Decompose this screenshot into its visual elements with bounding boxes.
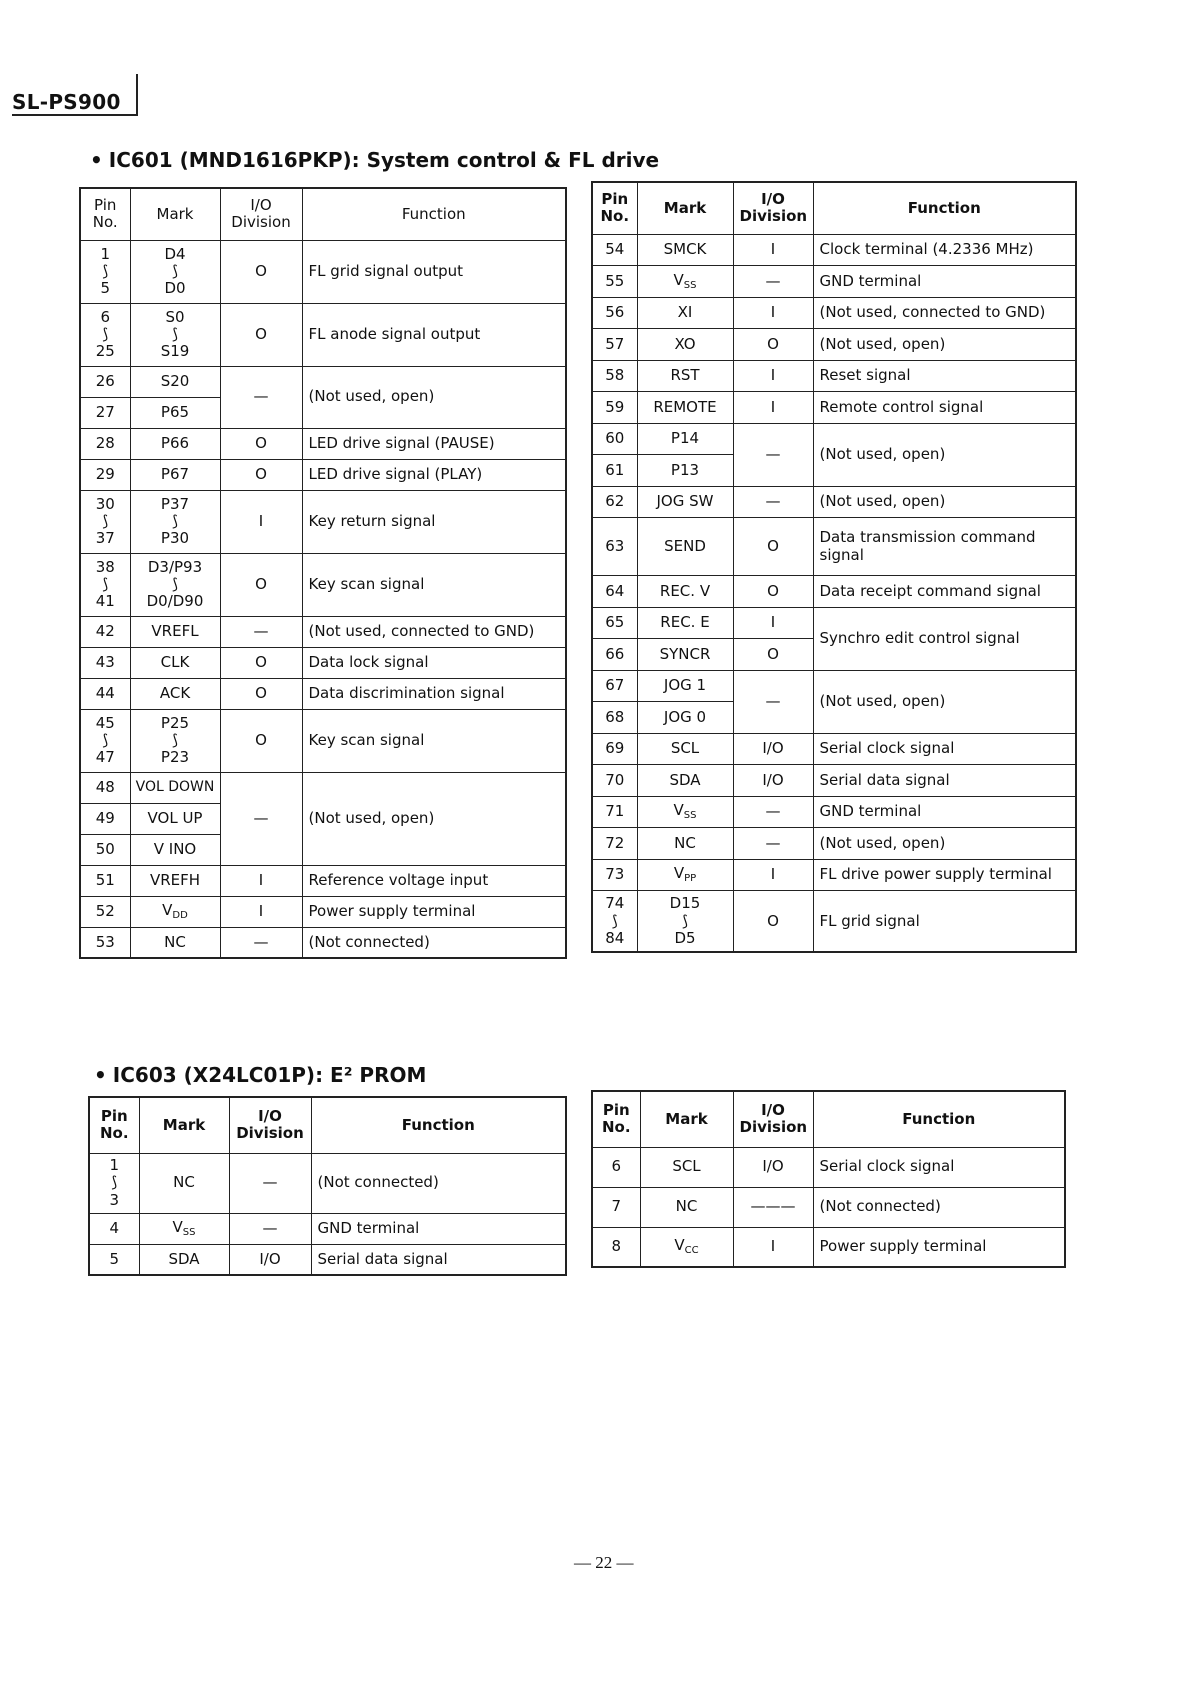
table-row xyxy=(592,576,1076,608)
io-cell: O xyxy=(220,459,302,490)
col-header-mark: Mark xyxy=(139,1097,229,1153)
table-row xyxy=(592,423,1076,455)
function-cell: FL grid signal xyxy=(813,891,1076,952)
pin-cell: 42 xyxy=(80,616,130,647)
table-row xyxy=(592,670,1076,702)
io-cell: O xyxy=(733,639,813,671)
mark-cell: $V_{SS}$ xyxy=(637,796,733,828)
mark-cell: VREFH xyxy=(130,865,220,896)
pin-cell: 52 xyxy=(80,896,130,927)
function-cell: GND terminal xyxy=(311,1213,566,1244)
col-header-mark: Mark xyxy=(637,182,733,234)
io-cell: I xyxy=(220,865,302,896)
mark-cell: NC xyxy=(640,1187,733,1227)
io-cell: — xyxy=(733,423,813,486)
mark-cell: NC xyxy=(130,927,220,958)
pin-cell: 63 xyxy=(592,518,637,576)
mark-cell: P66 xyxy=(130,428,220,459)
col-header-pin: Pin No. xyxy=(592,1091,640,1147)
io-cell: ——— xyxy=(733,1187,813,1227)
io-cell: I xyxy=(220,490,302,553)
page-number: — 22 — xyxy=(574,1553,634,1572)
function-cell: (Not used, connected to GND) xyxy=(302,616,566,647)
io-cell: — xyxy=(733,796,813,828)
table-row xyxy=(89,1244,566,1275)
pin-cell: 68 xyxy=(592,702,637,734)
mark-cell: S0 ⟆ S19 xyxy=(130,303,220,366)
table-row xyxy=(592,765,1076,797)
table-row xyxy=(80,865,566,896)
io-cell: — xyxy=(733,670,813,733)
col-header-io: I/O Division xyxy=(229,1097,311,1153)
table-row xyxy=(592,733,1076,765)
pin-cell: 73 xyxy=(592,859,637,891)
function-cell: Power supply terminal xyxy=(813,1227,1065,1267)
pin-cell: 6 ⟆ 25 xyxy=(80,303,130,366)
mark-cell: NC xyxy=(637,828,733,860)
mark-cell: SDA xyxy=(637,765,733,797)
table-row xyxy=(89,1213,566,1244)
mark-cell: D15 ⟆ D5 xyxy=(637,891,733,952)
function-cell: Data lock signal xyxy=(302,647,566,678)
mark-cell: SEND xyxy=(637,518,733,576)
mark-cell: REC. V xyxy=(637,576,733,608)
table-row xyxy=(592,486,1076,518)
function-cell: Data discrimination signal xyxy=(302,678,566,709)
ic601-table-left xyxy=(79,187,567,957)
function-cell: (Not used, open) xyxy=(813,670,1076,733)
pin-cell: 62 xyxy=(592,486,637,518)
function-cell: LED drive signal (PAUSE) xyxy=(302,428,566,459)
mark-cell: XI xyxy=(637,297,733,329)
mark-cell: XO xyxy=(637,329,733,361)
io-cell: — xyxy=(733,828,813,860)
pin-cell: 5 xyxy=(89,1244,139,1275)
function-cell: (Not connected) xyxy=(813,1187,1065,1227)
mark-cell: S20 xyxy=(130,366,220,397)
pin-cell: 65 xyxy=(592,607,637,639)
io-cell: — xyxy=(733,486,813,518)
io-cell: O xyxy=(220,428,302,459)
pin-cell: 27 xyxy=(80,397,130,428)
function-cell: Serial clock signal xyxy=(813,1147,1065,1187)
pin-cell: 69 xyxy=(592,733,637,765)
mark-cell: SMCK xyxy=(637,234,733,266)
table-row xyxy=(80,927,566,958)
table-row xyxy=(592,360,1076,392)
col-header-function: Function xyxy=(813,1091,1065,1147)
io-cell: O xyxy=(733,329,813,361)
io-cell: — xyxy=(220,366,302,428)
pin-cell: 74 ⟆ 84 xyxy=(592,891,637,952)
table-row xyxy=(80,896,566,927)
pin-cell: 55 xyxy=(592,266,637,298)
io-cell: I xyxy=(733,1227,813,1267)
mark-cell: VOL UP xyxy=(130,803,220,834)
pin-cell: 54 xyxy=(592,234,637,266)
table-row xyxy=(80,678,566,709)
function-cell: Reset signal xyxy=(813,360,1076,392)
pin-cell: 50 xyxy=(80,834,130,865)
mark-cell: RST xyxy=(637,360,733,392)
table-row xyxy=(80,616,566,647)
pin-cell: 58 xyxy=(592,360,637,392)
io-cell: O xyxy=(733,518,813,576)
function-cell: GND terminal xyxy=(813,796,1076,828)
pin-cell: 57 xyxy=(592,329,637,361)
mark-cell: SCL xyxy=(637,733,733,765)
mark-cell: $V_{CC}$ xyxy=(640,1227,733,1267)
mark-cell: ACK xyxy=(130,678,220,709)
pin-cell: 8 xyxy=(592,1227,640,1267)
mark-cell: JOG 0 xyxy=(637,702,733,734)
io-cell: — xyxy=(220,616,302,647)
function-cell: Serial clock signal xyxy=(813,733,1076,765)
io-cell: I xyxy=(733,297,813,329)
mark-cell: CLK xyxy=(130,647,220,678)
io-cell: O xyxy=(220,240,302,303)
ic601-section-title xyxy=(90,148,659,172)
pin-cell: 56 xyxy=(592,297,637,329)
mark-cell: P25 ⟆ P23 xyxy=(130,709,220,772)
table-row xyxy=(592,1227,1065,1267)
table-row xyxy=(80,709,566,772)
pin-cell: 45 ⟆ 47 xyxy=(80,709,130,772)
col-header-io: I/O Division xyxy=(220,188,302,240)
col-header-pin: Pin No. xyxy=(89,1097,139,1153)
ic601-title-text: IC601 (MND1616PKP): System control & FL drive xyxy=(108,148,660,172)
table-row xyxy=(592,796,1076,828)
ic603-table-right xyxy=(591,1090,1066,1268)
mark-cell: SCL xyxy=(640,1147,733,1187)
pin-cell: 38 ⟆ 41 xyxy=(80,553,130,616)
io-cell: I xyxy=(733,392,813,424)
io-cell: — xyxy=(733,266,813,298)
io-cell: I/O xyxy=(733,765,813,797)
table-row xyxy=(80,459,566,490)
pin-cell: 1 ⟆ 3 xyxy=(89,1153,139,1213)
pin-cell: 64 xyxy=(592,576,637,608)
table-row xyxy=(80,490,566,553)
function-cell: Serial data signal xyxy=(311,1244,566,1275)
function-cell: (Not used, open) xyxy=(302,366,566,428)
function-cell: FL drive power supply terminal xyxy=(813,859,1076,891)
mark-cell: P14 xyxy=(637,423,733,455)
col-header-mark: Mark xyxy=(640,1091,733,1147)
function-cell: (Not connected) xyxy=(311,1153,566,1213)
pin-cell: 43 xyxy=(80,647,130,678)
mark-cell: $V_{SS}$ xyxy=(637,266,733,298)
table-row xyxy=(592,607,1076,639)
table-row xyxy=(592,1187,1065,1227)
pin-cell: 1 ⟆ 5 xyxy=(80,240,130,303)
mark-cell: P65 xyxy=(130,397,220,428)
bullet-icon: • xyxy=(90,148,103,172)
pin-cell: 48 xyxy=(80,772,130,803)
pin-cell: 53 xyxy=(80,927,130,958)
ic603-section-title xyxy=(94,1063,426,1087)
function-cell: Remote control signal xyxy=(813,392,1076,424)
mark-cell: REC. E xyxy=(637,607,733,639)
io-cell: O xyxy=(220,647,302,678)
col-header-io: I/O Division xyxy=(733,182,813,234)
function-cell: (Not used, open) xyxy=(813,423,1076,486)
function-cell: (Not connected) xyxy=(302,927,566,958)
function-cell: Reference voltage input xyxy=(302,865,566,896)
table-row xyxy=(592,891,1076,952)
mark-cell: $V_{PP}$ xyxy=(637,859,733,891)
io-cell: O xyxy=(733,576,813,608)
ic603-table-left xyxy=(88,1096,567,1274)
function-cell: Data transmission command signal xyxy=(813,518,1076,576)
io-cell: I/O xyxy=(229,1244,311,1275)
table-row xyxy=(592,329,1076,361)
table-row xyxy=(80,240,566,303)
table-row xyxy=(592,392,1076,424)
function-cell: Key return signal xyxy=(302,490,566,553)
function-cell: LED drive signal (PLAY) xyxy=(302,459,566,490)
table-row xyxy=(80,772,566,803)
mark-cell: SDA xyxy=(139,1244,229,1275)
io-cell: I xyxy=(733,360,813,392)
mark-cell: VOL DOWN xyxy=(130,772,220,803)
mark-cell: NC xyxy=(139,1153,229,1213)
function-cell: Clock terminal (4.2336 MHz) xyxy=(813,234,1076,266)
col-header-mark: Mark xyxy=(130,188,220,240)
io-cell: — xyxy=(220,927,302,958)
table-row xyxy=(80,647,566,678)
ic601-table-right xyxy=(591,181,1077,953)
pin-cell: 70 xyxy=(592,765,637,797)
mark-cell: P13 xyxy=(637,455,733,487)
function-cell: FL anode signal output xyxy=(302,303,566,366)
io-cell: — xyxy=(220,772,302,865)
model-label: SL-PS900 xyxy=(12,90,121,114)
mark-cell: REMOTE xyxy=(637,392,733,424)
function-cell: Power supply terminal xyxy=(302,896,566,927)
pin-cell: 49 xyxy=(80,803,130,834)
io-cell: — xyxy=(229,1153,311,1213)
pin-cell: 51 xyxy=(80,865,130,896)
io-cell: I/O xyxy=(733,1147,813,1187)
mark-cell: D3/P93 ⟆ D0/D90 xyxy=(130,553,220,616)
pin-cell: 72 xyxy=(592,828,637,860)
function-cell: Data receipt command signal xyxy=(813,576,1076,608)
table-row xyxy=(592,518,1076,576)
io-cell: I xyxy=(733,859,813,891)
io-cell: O xyxy=(733,891,813,952)
pin-cell: 7 xyxy=(592,1187,640,1227)
pin-cell: 28 xyxy=(80,428,130,459)
col-header-function: Function xyxy=(813,182,1076,234)
function-cell: Synchro edit control signal xyxy=(813,607,1076,670)
mark-cell: $V_{SS}$ xyxy=(139,1213,229,1244)
function-cell: FL grid signal output xyxy=(302,240,566,303)
table-row xyxy=(80,553,566,616)
function-cell: Key scan signal xyxy=(302,553,566,616)
col-header-pin: Pin No. xyxy=(80,188,130,240)
col-header-pin: Pin No. xyxy=(592,182,637,234)
io-cell: — xyxy=(229,1213,311,1244)
bullet-icon: • xyxy=(94,1063,107,1087)
table-row xyxy=(80,428,566,459)
mark-cell: D4 ⟆ D0 xyxy=(130,240,220,303)
function-cell: (Not used, open) xyxy=(813,329,1076,361)
mark-cell: $V_{DD}$ xyxy=(130,896,220,927)
io-cell: O xyxy=(220,553,302,616)
mark-cell: JOG SW xyxy=(637,486,733,518)
io-cell: O xyxy=(220,303,302,366)
pin-cell: 6 xyxy=(592,1147,640,1187)
table-row xyxy=(592,1147,1065,1187)
table-row xyxy=(80,366,566,397)
table-row xyxy=(592,266,1076,298)
function-cell: GND terminal xyxy=(813,266,1076,298)
pin-cell: 30 ⟆ 37 xyxy=(80,490,130,553)
table-row xyxy=(592,297,1076,329)
table-row xyxy=(80,303,566,366)
mark-cell: JOG 1 xyxy=(637,670,733,702)
pin-cell: 44 xyxy=(80,678,130,709)
pin-cell: 61 xyxy=(592,455,637,487)
function-cell: (Not used, connected to GND) xyxy=(813,297,1076,329)
io-cell: O xyxy=(220,678,302,709)
mark-cell: V INO xyxy=(130,834,220,865)
mark-cell: VREFL xyxy=(130,616,220,647)
io-cell: I xyxy=(220,896,302,927)
pin-cell: 29 xyxy=(80,459,130,490)
pin-cell: 66 xyxy=(592,639,637,671)
function-cell: (Not used, open) xyxy=(302,772,566,865)
mark-cell: P37 ⟆ P30 xyxy=(130,490,220,553)
col-header-io: I/O Division xyxy=(733,1091,813,1147)
io-cell: I xyxy=(733,607,813,639)
function-cell: (Not used, open) xyxy=(813,828,1076,860)
ic603-title-text: IC603 (X24LC01P): E² PROM xyxy=(112,1063,427,1087)
mark-cell: SYNCR xyxy=(637,639,733,671)
pin-cell: 4 xyxy=(89,1213,139,1244)
pin-cell: 59 xyxy=(592,392,637,424)
table-row xyxy=(592,234,1076,266)
mark-cell: P67 xyxy=(130,459,220,490)
io-cell: I xyxy=(733,234,813,266)
col-header-function: Function xyxy=(302,188,566,240)
table-row xyxy=(592,859,1076,891)
pin-cell: 26 xyxy=(80,366,130,397)
io-cell: O xyxy=(220,709,302,772)
function-cell: Serial data signal xyxy=(813,765,1076,797)
table-row xyxy=(592,828,1076,860)
pin-cell: 71 xyxy=(592,796,637,828)
pin-cell: 60 xyxy=(592,423,637,455)
io-cell: I/O xyxy=(733,733,813,765)
table-row xyxy=(89,1153,566,1213)
function-cell: Key scan signal xyxy=(302,709,566,772)
pin-cell: 67 xyxy=(592,670,637,702)
col-header-function: Function xyxy=(311,1097,566,1153)
function-cell: (Not used, open) xyxy=(813,486,1076,518)
